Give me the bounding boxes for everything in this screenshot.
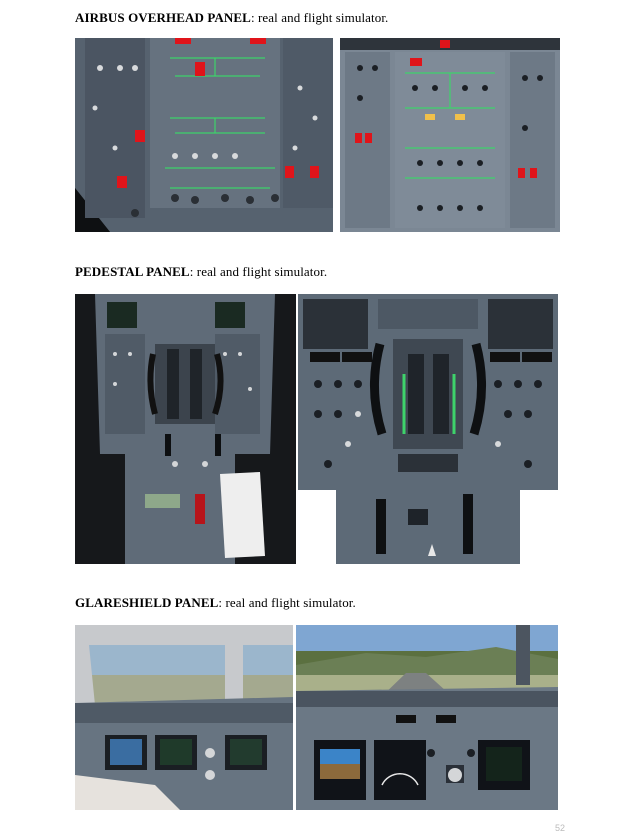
page-number: 52 <box>554 823 565 833</box>
photo-overhead-sim <box>340 38 560 232</box>
caption-overhead <box>75 10 388 26</box>
photo-overhead-real <box>75 38 333 232</box>
caption-pedestal-bold: PEDESTAL PANEL <box>75 264 190 279</box>
caption-pedestal-rest: : real and flight simulator. <box>189 264 328 279</box>
photo-glareshield-real <box>75 625 293 810</box>
caption-pedestal <box>75 264 327 280</box>
caption-glareshield-rest: : real and flight simulator. <box>218 595 356 610</box>
caption-overhead-rest: : real and flight simulator. <box>250 10 389 25</box>
photo-glareshield-sim <box>296 625 558 810</box>
caption-glareshield <box>75 595 356 611</box>
caption-overhead-bold: AIRBUS OVERHEAD PANEL <box>75 10 251 25</box>
caption-glareshield-bold: GLARESHIELD PANEL <box>75 595 219 610</box>
photo-pedestal-real <box>75 294 296 564</box>
photo-pedestal-sim <box>298 294 558 564</box>
